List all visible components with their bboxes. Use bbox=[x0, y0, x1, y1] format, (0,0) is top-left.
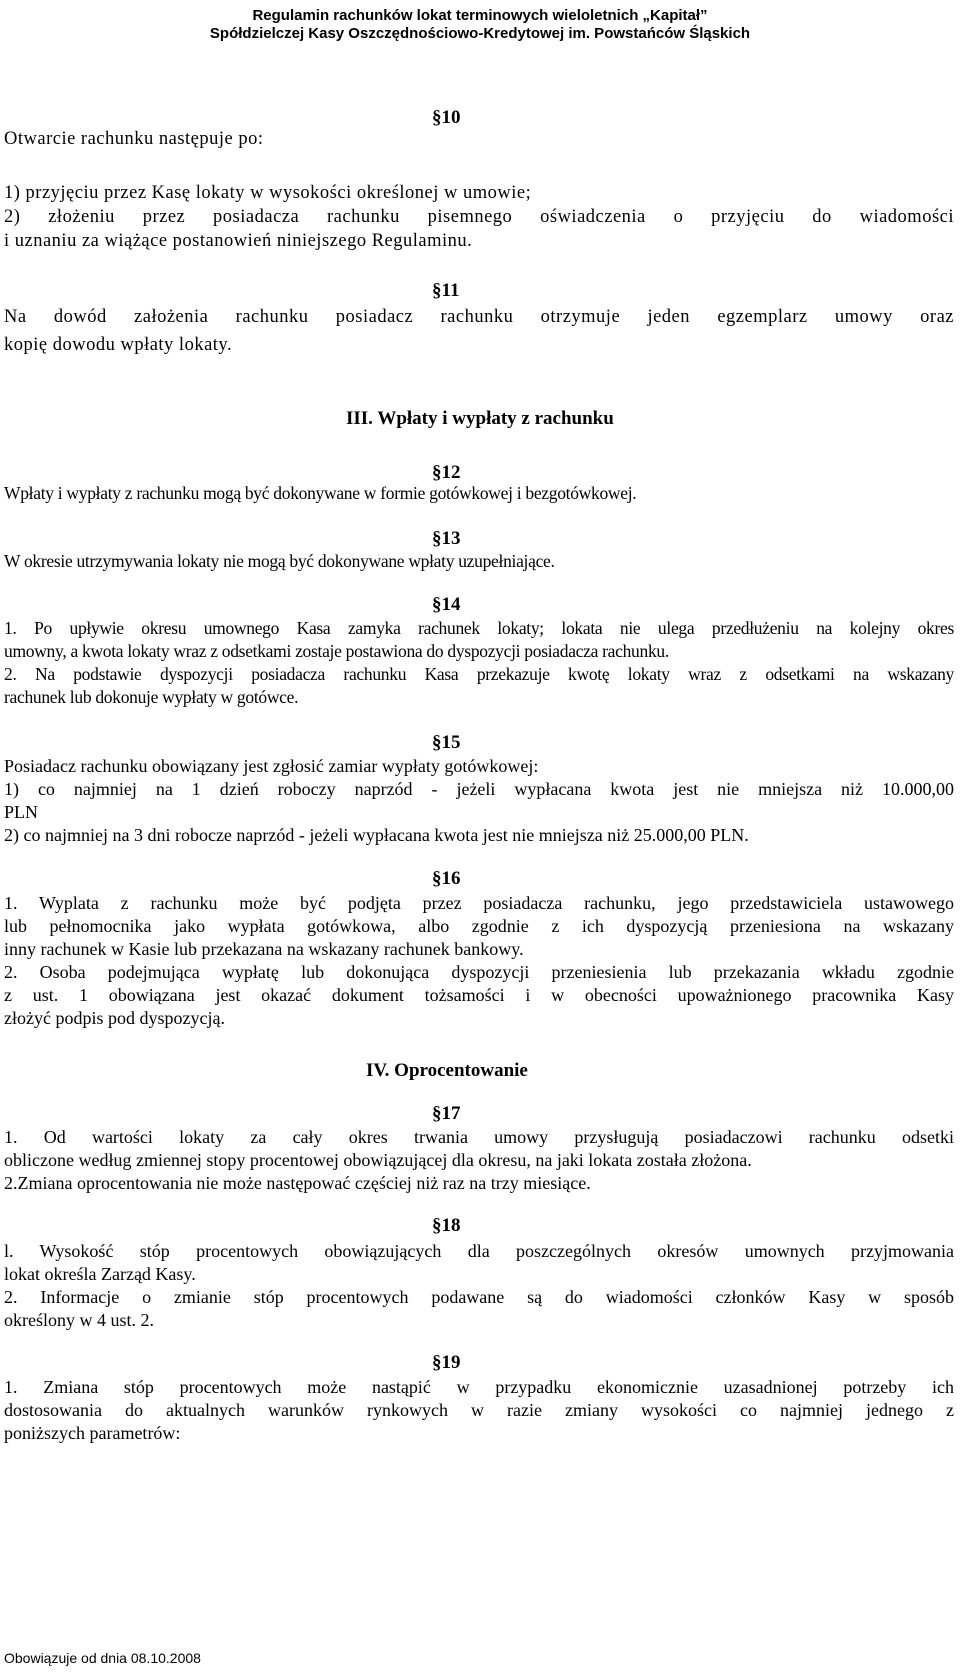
document-header-institution: Spółdzielczej Kasy Oszczędnościowo-Kredytowej im. Powstańców Śląskich bbox=[209, 25, 751, 42]
paragraph-number: 14 bbox=[441, 594, 461, 615]
paragraph-15-line: 1) co najmniej na 1 dzień roboczy naprzód - jeżeli wypłacana kwota jest nie mniejsza niż 10.000,00 bbox=[4, 779, 954, 799]
paragraph-16-line: 2. Osoba podejmująca wypłatę lub dokonująca dyspozycji przeniesienia lub przekazania wkładu zgodnie bbox=[4, 962, 954, 982]
paragraph-14-line: 2. Na podstawie dyspozycji posiadacza rachunku Kasa przekazuje kwotę lokaty wraz z odsetkami na wskazany bbox=[4, 664, 954, 684]
paragraph-16-line: z ust. 1 obowiązana jest okazać dokument tożsamości i w obecności upoważnionego pracownika Kasy bbox=[4, 985, 954, 1005]
paragraph-18-heading bbox=[432, 1215, 461, 1237]
paragraph-18-line: 2. Informacje o zmianie stóp procentowych podawane są do wiadomości członków Kasy w sposób bbox=[4, 1287, 954, 1307]
paragraph-symbol: § bbox=[432, 462, 442, 483]
section-iv-heading: IV. Oprocentowanie bbox=[366, 1060, 528, 1081]
paragraph-12-heading bbox=[432, 462, 461, 484]
paragraph-18-line: l. Wysokość stóp procentowych obowiązujących dla poszczególnych okresów umownych przyjmowania bbox=[4, 1241, 954, 1261]
paragraph-17-line: 2.Zmiana oprocentowania nie może następować częściej niż raz na trzy miesiące. bbox=[4, 1173, 591, 1193]
document-header-title: Regulamin rachunków lokat terminowych wieloletnich „Kapitał” bbox=[252, 7, 708, 24]
paragraph-10-line: i uznaniu za wiążące postanowień niniejszego Regulaminu. bbox=[4, 231, 473, 251]
paragraph-symbol: § bbox=[432, 1215, 442, 1236]
paragraph-number: 11 bbox=[441, 280, 460, 301]
paragraph-symbol: § bbox=[432, 1352, 442, 1373]
paragraph-number: 19 bbox=[441, 1352, 461, 1373]
paragraph-number: 13 bbox=[441, 528, 461, 549]
paragraph-10-line: 1) przyjęciu przez Kasę lokaty w wysokości określonej w umowie; bbox=[4, 183, 532, 203]
paragraph-16-line: 1. Wyplata z rachunku może być podjęta przez posiadacza rachunku, jego przedstawiciela ustawowego bbox=[4, 893, 954, 913]
paragraph-number: 10 bbox=[441, 107, 461, 128]
paragraph-14-line: rachunek lub dokonuje wypłaty w gotówce. bbox=[4, 687, 299, 707]
paragraph-symbol: § bbox=[432, 528, 442, 549]
paragraph-number: 15 bbox=[441, 732, 461, 753]
paragraph-15-line: 2) co najmniej na 3 dni robocze naprzód - jeżeli wypłacana kwota jest nie mniejsza niż 25.000,00 PLN. bbox=[4, 825, 749, 845]
paragraph-14-heading bbox=[432, 594, 461, 616]
paragraph-number: 17 bbox=[441, 1103, 461, 1124]
paragraph-16-line: inny rachunek w Kasie lub przekazana na wskazany rachunek bankowy. bbox=[4, 939, 524, 959]
paragraph-10-line: 2) złożeniu przez posiadacza rachunku pisemnego oświadczenia o przyjęciu do wiadomości bbox=[4, 207, 954, 227]
paragraph-14-line: 1. Po upływie okresu umownego Kasa zamyka rachunek lokaty; lokata nie ulega przedłużeniu na kolejny okres bbox=[4, 618, 954, 638]
paragraph-symbol: § bbox=[432, 732, 442, 753]
paragraph-symbol: § bbox=[432, 594, 442, 615]
paragraph-19-line: 1. Zmiana stóp procentowych może nastąpić w przypadku ekonomicznie uzasadnionej potrzeby ich bbox=[4, 1377, 954, 1397]
section-iii-heading: III. Wpłaty i wypłaty z rachunku bbox=[346, 408, 614, 429]
paragraph-12-line: Wpłaty i wypłaty z rachunku mogą być dokonywane w formie gotówkowej i bezgotówkowej. bbox=[4, 483, 637, 503]
paragraph-15-line: Posiadacz rachunku obowiązany jest zgłosić zamiar wypłaty gotówkowej: bbox=[4, 756, 539, 776]
paragraph-11-line: Na dowód założenia rachunku posiadacz rachunku otrzymuje jeden egzemplarz umowy oraz bbox=[4, 307, 954, 327]
paragraph-16-line: złożyć podpis pod dyspozycją. bbox=[4, 1008, 225, 1028]
paragraph-19-line: poniższych parametrów: bbox=[4, 1423, 181, 1443]
paragraph-13-line: W okresie utrzymywania lokaty nie mogą być dokonywane wpłaty uzupełniające. bbox=[4, 551, 555, 571]
paragraph-11-heading bbox=[432, 280, 459, 302]
paragraph-19-line: dostosowania do aktualnych warunków rynkowych w razie zmiany wysokości co najmniej jednego z bbox=[4, 1400, 954, 1420]
paragraph-symbol: § bbox=[432, 868, 442, 889]
paragraph-13-heading bbox=[432, 528, 461, 550]
paragraph-16-line: lub pełnomocnika jako wypłata gotówkowa, albo zgodnie z ich dyspozycją przeniesiona na wskazany bbox=[4, 916, 954, 936]
paragraph-19-heading bbox=[432, 1352, 461, 1374]
footer-effective-date: Obowiązuje od dnia 08.10.2008 bbox=[4, 1650, 201, 1666]
paragraph-symbol: § bbox=[432, 1103, 442, 1124]
paragraph-17-heading bbox=[432, 1103, 461, 1125]
paragraph-16-heading bbox=[432, 868, 461, 890]
paragraph-symbol: § bbox=[432, 280, 442, 301]
paragraph-symbol: § bbox=[432, 107, 442, 128]
paragraph-17-line: 1. Od wartości lokaty za cały okres trwania umowy przysługują posiadaczowi rachunku odsetki bbox=[4, 1127, 954, 1147]
paragraph-number: 12 bbox=[441, 462, 461, 483]
paragraph-18-line: określony w 4 ust. 2. bbox=[4, 1310, 154, 1330]
paragraph-15-line: PLN bbox=[4, 802, 39, 822]
paragraph-17-line: obliczone według zmiennej stopy procentowej obowiązującej dla okresu, na jaki lokata została złożona. bbox=[4, 1150, 752, 1170]
paragraph-18-line: lokat określa Zarząd Kasy. bbox=[4, 1264, 196, 1284]
paragraph-number: 16 bbox=[441, 868, 461, 889]
paragraph-14-line: umowny, a kwota lokaty wraz z odsetkami zostaje postawiona do dyspozycji posiadacza rachunku. bbox=[4, 641, 669, 661]
paragraph-15-heading bbox=[432, 732, 461, 754]
paragraph-11-line: kopię dowodu wpłaty lokaty. bbox=[4, 335, 233, 355]
opening-lead-text: Otwarcie rachunku następuje po: bbox=[4, 129, 264, 149]
paragraph-number: 18 bbox=[441, 1215, 461, 1236]
paragraph-10-heading bbox=[432, 107, 461, 129]
